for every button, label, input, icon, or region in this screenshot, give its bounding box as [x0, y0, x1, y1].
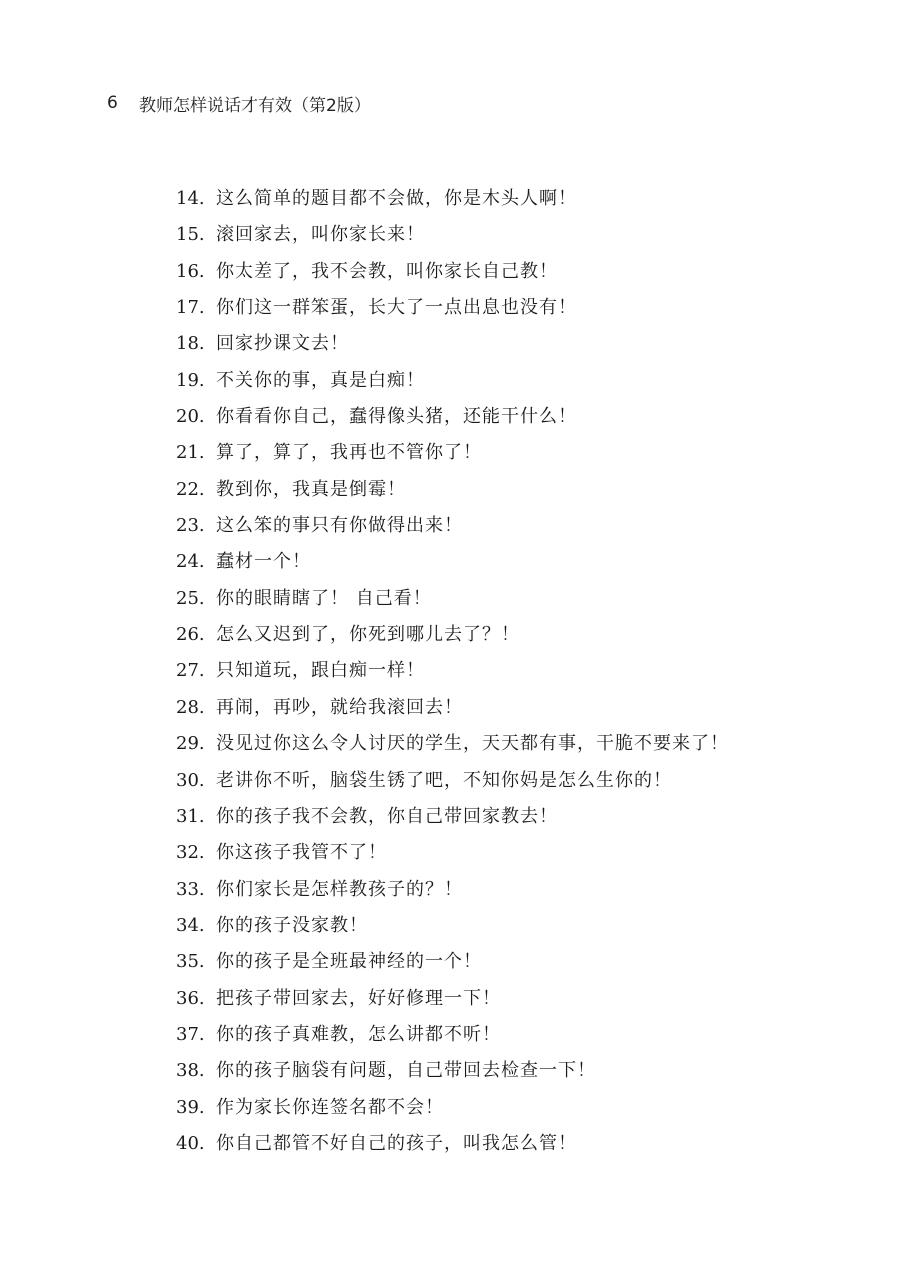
- list-item: [176, 981, 856, 1017]
- list-item: [176, 1090, 856, 1126]
- item-text: 这么笨的事只有你做得出来！: [216, 515, 463, 537]
- item-text: 你的孩子是全班最神经的一个！: [216, 951, 482, 973]
- item-text: 你自己都管不好自己的孩子，叫我怎么管！: [216, 1132, 577, 1154]
- item-text: 作为家长你连签名都不会！: [216, 1096, 444, 1118]
- list-item: [176, 399, 856, 435]
- item-number: 37.: [176, 1023, 205, 1045]
- item-number: 25.: [176, 587, 205, 609]
- item-text: 把孩子带回家去，好好修理一下！: [216, 987, 501, 1009]
- item-number: 36.: [176, 987, 205, 1009]
- quote-list: [176, 181, 856, 1162]
- item-number: 24.: [176, 551, 205, 573]
- item-number: 32.: [176, 842, 205, 864]
- list-item: [176, 944, 856, 980]
- item-number: 16.: [176, 260, 205, 282]
- item-number: 18.: [176, 333, 205, 355]
- running-header: [107, 89, 371, 117]
- item-text: 这么简单的题目都不会做，你是木头人啊！: [216, 188, 577, 209]
- item-number: 20.: [176, 406, 205, 428]
- item-number: 22.: [176, 478, 205, 500]
- item-text: 你们这一群笨蛋，长大了一点出息也没有！: [216, 297, 577, 319]
- item-text: 你们家长是怎样教孩子的？！: [216, 878, 463, 900]
- item-number: 39.: [176, 1096, 205, 1118]
- list-item: [176, 254, 856, 290]
- item-number: 21.: [176, 442, 205, 464]
- page-number: 6: [107, 93, 118, 113]
- list-item: [176, 1017, 856, 1053]
- item-text: 算了，算了，我再也不管你了！: [216, 442, 482, 464]
- item-number: 38.: [176, 1060, 205, 1082]
- list-item: [176, 363, 856, 399]
- item-text: 不关你的事，真是白痴！: [216, 369, 425, 391]
- list-item: [176, 653, 856, 689]
- list-item: [176, 617, 856, 653]
- list-item: [176, 581, 856, 617]
- list-item: [176, 290, 856, 326]
- item-number: 34.: [176, 914, 205, 936]
- list-item: [176, 435, 856, 471]
- list-item: [176, 835, 856, 871]
- item-number: 29.: [176, 733, 205, 755]
- list-item: [176, 1053, 856, 1089]
- list-item: [176, 181, 856, 217]
- item-text: 回家抄课文去！: [216, 333, 349, 355]
- item-text: 再闹，再吵，就给我滚回去！: [216, 696, 463, 718]
- list-item: [176, 1126, 856, 1162]
- list-item: [176, 544, 856, 580]
- item-number: 28.: [176, 696, 205, 718]
- item-text: 只知道玩，跟白痴一样！: [216, 660, 425, 682]
- item-text: 滚回家去，叫你家长来！: [216, 224, 425, 246]
- list-item: [176, 217, 856, 253]
- list-item: [176, 726, 856, 762]
- list-item: [176, 508, 856, 544]
- item-number: 30.: [176, 769, 205, 791]
- item-number: 19.: [176, 369, 205, 391]
- list-item: [176, 763, 856, 799]
- item-text: 你的眼睛瞎了！ 自己看！: [216, 587, 432, 609]
- item-text: 你这孩子我管不了！: [216, 842, 387, 864]
- item-text: 你的孩子我不会教，你自己带回家教去！: [216, 805, 558, 827]
- item-text: 怎么又迟到了，你死到哪儿去了？！: [216, 624, 520, 646]
- list-item: [176, 908, 856, 944]
- item-text: 教到你，我真是倒霉！: [216, 478, 406, 500]
- item-text: 你的孩子没家教！: [216, 914, 368, 936]
- item-number: 23.: [176, 515, 205, 537]
- item-number: 15.: [176, 224, 205, 246]
- item-number: 33.: [176, 878, 205, 900]
- list-item: [176, 472, 856, 508]
- item-number: 17.: [176, 297, 205, 319]
- book-title: 教师怎样说话才有效（第2版）: [139, 95, 371, 116]
- item-text: 你看看你自己，蠢得像头猪，还能干什么！: [216, 406, 577, 428]
- item-number: 26.: [176, 624, 205, 646]
- item-text: 你的孩子真难教，怎么讲都不听！: [216, 1023, 501, 1045]
- item-number: 31.: [176, 805, 205, 827]
- item-number: 27.: [176, 660, 205, 682]
- item-text: 老讲你不听，脑袋生锈了吧，不知你妈是怎么生你的！: [216, 769, 672, 791]
- list-item: [176, 872, 856, 908]
- list-item: [176, 799, 856, 835]
- item-text: 没见过你这么令人讨厌的学生，天天都有事，干脆不要来了！: [216, 733, 729, 755]
- item-number: 40.: [176, 1132, 205, 1154]
- item-text: 你太差了，我不会教，叫你家长自己教！: [216, 260, 558, 282]
- item-number: 35.: [176, 951, 205, 973]
- list-item: [176, 690, 856, 726]
- item-text: 你的孩子脑袋有问题，自己带回去检查一下！: [216, 1060, 596, 1082]
- item-text: 蠢材一个！: [216, 551, 311, 573]
- item-number: 14.: [176, 188, 205, 209]
- list-item: [176, 326, 856, 362]
